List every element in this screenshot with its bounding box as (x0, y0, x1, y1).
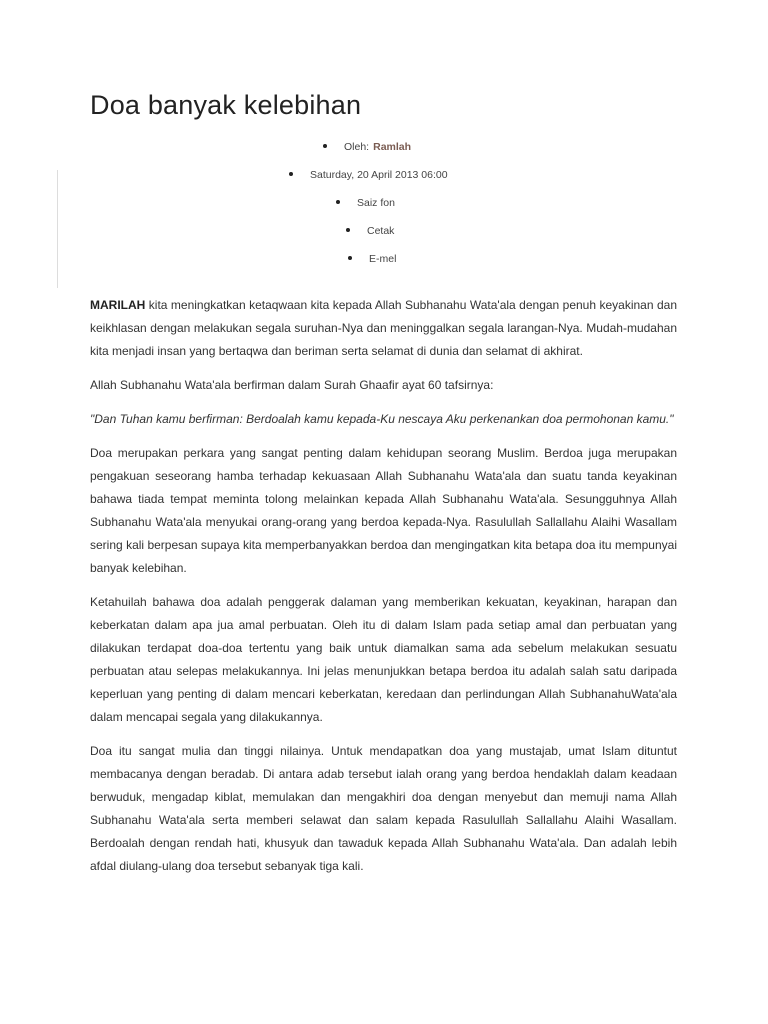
paragraph-1 (90, 294, 677, 363)
quran-quote: "Dan Tuhan kamu berfirman: Berdoalah kamu kepada-Ku nescaya Aku perkenankan doa permohonan kamu." (90, 412, 674, 426)
page-title: Doa banyak kelebihan (90, 90, 362, 120)
article-body (90, 294, 677, 889)
paragraph-2: Allah Subhanahu Wata'ala berfirman dalam Surah Ghaafir ayat 60 tafsirnya: (90, 378, 494, 392)
meta-print[interactable] (346, 224, 394, 238)
bullet-icon (323, 144, 327, 148)
meta-author (323, 140, 411, 154)
meta-email[interactable] (348, 252, 396, 266)
bullet-icon (348, 256, 352, 260)
left-divider (57, 170, 58, 288)
email-link[interactable]: E-mel (369, 253, 397, 265)
meta-date (289, 168, 448, 182)
print-link[interactable]: Cetak (367, 225, 395, 237)
paragraph-5: Doa itu sangat mulia dan tinggi nilainya. Untuk mendapatkan doa yang mustajab, umat Islam dituntut membacanya dengan beradab. Di antara adab tersebut ialah orang yang berdoa hendaklah dalam keadaan berwuduk, mengadap kiblat, memulakan dan mengakhiri doa dengan menyebut dan memuji nama Allah Subhanahu Wata'ala serta memberi selawat dan salam kepada Rasulullah Sallallahu Alaihi Wasallam. Berdoalah dengan rendah hati, khusyuk dan tawaduk kepada Allah Subhanahu Wata'ala. Dan adalah lebih afdal diulang-ulang doa tersebut sebanyak tiga kali. (90, 744, 677, 873)
paragraph-4: Ketahuilah bahawa doa adalah penggerak dalaman yang memberikan kekuatan, keyakinan, harapan dan keberkatan dalam apa jua amal perbuatan. Oleh itu di dalam Islam pada setiap amal dan perbuatan yang dilakukan terdapat doa-doa tertentu yang baik untuk diamalkan sama ada sebelum melakukan sesuatu perbuatan atau selepas melakukannya. Ini jelas menunjukkan betapa berdoa itu adalah salah satu daripada keperluan yang penting di dalam mencari keberkatan, keredaan dan perlindungan Allah SubhanahuWata'ala dalam mencapai segala yang dilakukannya. (90, 595, 677, 724)
meta-font-size[interactable] (336, 196, 395, 210)
lead-word: MARILAH (90, 298, 146, 312)
publish-date: Saturday, 20 April 2013 06:00 (310, 169, 448, 181)
bullet-icon (346, 228, 350, 232)
paragraph-1-text: kita meningkatkan ketaqwaan kita kepada Allah Subhanahu Wata'ala dengan penuh keyakinan dan keikhlasan dengan melakukan segala suruhan-Nya dan meninggalkan segala larangan-Nya. Mudah-mudahan kita menjadi insan yang bertaqwa dan beriman serta selamat di dunia dan selamat di akhirat. (90, 298, 677, 358)
font-size-link[interactable]: Saiz fon (357, 197, 395, 209)
author-label: Oleh: (344, 141, 370, 153)
author-link[interactable]: Ramlah (373, 141, 412, 153)
bullet-icon (336, 200, 340, 204)
paragraph-3: Doa merupakan perkara yang sangat penting dalam kehidupan seorang Muslim. Berdoa juga merupakan pengakuan seseorang hamba terhadap kekuasaan Allah Subhanahu Wata'ala dan suatu tanda keyakinan bahawa tiada tempat meminta tolong melainkan kepada Allah Subhanahu Wata'ala. Sesungguhnya Allah Subhanahu Wata'ala menyukai orang-orang yang berdoa kepada-Nya. Rasulullah Sallallahu Alaihi Wasallam sering kali berpesan supaya kita memperbanyakkan berdoa dan mengingatkan kita betapa doa itu mempunyai banyak kelebihan. (90, 446, 677, 575)
bullet-icon (289, 172, 293, 176)
